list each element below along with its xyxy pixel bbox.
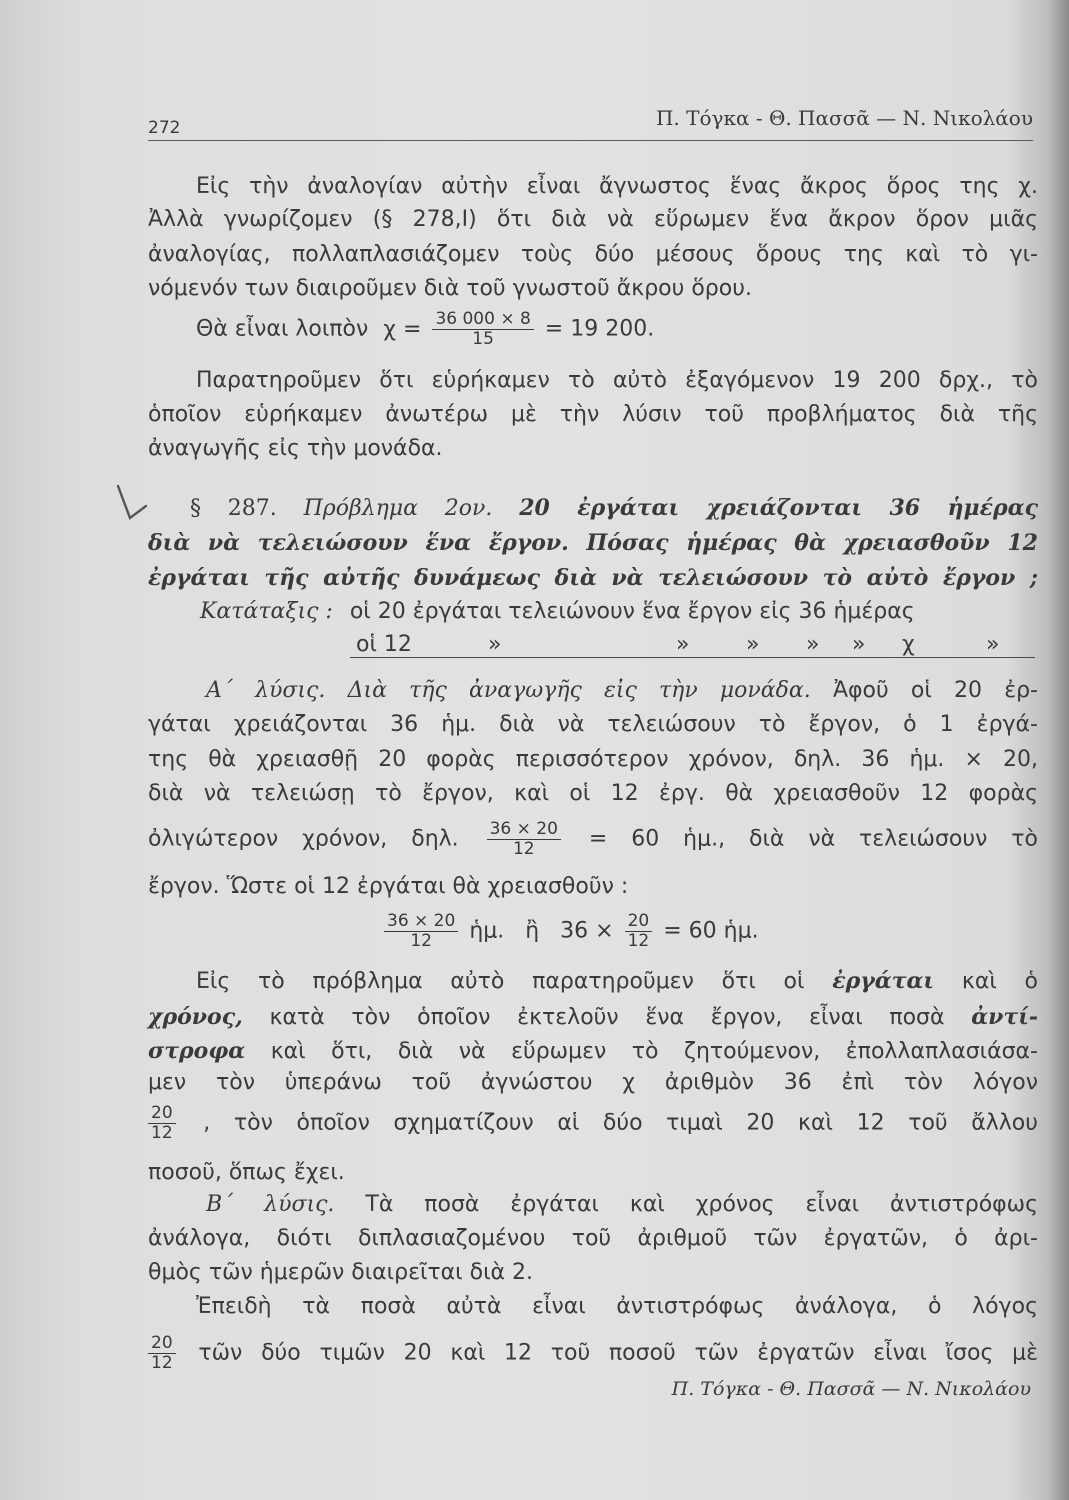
fraction-numerator: 20 — [625, 912, 653, 932]
solution-a-line6: ἔργον. Ὥστε οἱ 12 ἐργάται θὰ χρειασθοῦν : — [148, 874, 629, 899]
solution-b-fraction — [148, 1334, 176, 1373]
para3-line3 — [148, 1036, 1038, 1067]
formula-variable: χ = — [383, 316, 422, 342]
para1-line3: ἀναλογίας, πολλαπλασιάζομεν τοὺς δύο μέσους ὅρους της καὶ τὸ γι- — [148, 242, 1038, 267]
fraction-numerator: 20 — [148, 1334, 176, 1354]
page-footer: Π. Τόγκα - Θ. Πασσᾶ — Ν. Νικολάου — [671, 1378, 1031, 1400]
para2-line3: ἀναγωγῆς εἰς τὴν μονάδα. — [148, 436, 443, 461]
para1-line2: Ἀλλὰ γνωρίζομεν (§ 278,Ι) ὅτι διὰ νὰ εὕρωμεν ἕνα ἄκρον ὅρον μιᾶς — [148, 207, 1038, 232]
pen-tick-mark-icon — [112, 480, 152, 530]
katataxis-row1 — [200, 597, 915, 627]
solution-a-formula — [380, 912, 759, 951]
formula-prefix: Θὰ εἶναι λοιπὸν — [196, 316, 369, 342]
formula-numerator: 36 000 × 8 — [432, 310, 533, 330]
fraction-denominator: 12 — [151, 1123, 173, 1143]
para3-emphasis: χρόνος, — [148, 1004, 243, 1030]
problem-line3: ἐργάται τῆς αὐτῆς δυνάμεως διὰ νὰ τελειώσουν τὸ αὐτὸ ἔργον ; — [148, 565, 1038, 591]
ditto-mark: » — [806, 632, 820, 657]
para3-line6: ποσοῦ, ὅπως ἔχει. — [148, 1160, 345, 1185]
solution-b-line3: θμὸς τῶν ἡμερῶν διαιρεῖται διὰ 2. — [148, 1260, 533, 1285]
para3-line2 — [148, 1002, 1038, 1033]
formula-line — [196, 310, 654, 349]
unknown-x: χ — [902, 632, 915, 657]
section-number: § 287. — [190, 496, 277, 521]
katataxis-rule — [350, 657, 1035, 658]
solution-a-line2: γάται χρειάζονται 36 ἡμ. διὰ νὰ τελειώσουν τὸ ἔργον, ὁ 1 ἐργά- — [148, 712, 1038, 737]
ditto-mark: » — [746, 632, 760, 657]
fraction-numerator: 36 × 20 — [384, 912, 458, 932]
solution-a-line5-post: = 60 ἡμ., διὰ νὰ τελειώσουν τὸ — [588, 826, 1038, 852]
solution-a-line5-pre: ὀλιγώτερον χρόνον, δηλ. — [148, 826, 459, 852]
ditto-mark: » — [676, 632, 690, 657]
para3-text: καὶ ὁ — [961, 969, 1038, 994]
ditto-mark: » — [852, 632, 866, 657]
fraction-numerator: 36 × 20 — [487, 820, 561, 840]
solution-a-method: Διὰ τῆς ἀναγωγῆς εἰς τὴν μονάδα. — [347, 678, 811, 703]
solution-b-line1 — [206, 1190, 1038, 1220]
solution-b-line4: Ἐπειδὴ τὰ ποσὰ αὐτὰ εἶναι ἀντιστρόφως ἀνάλογα, ὁ λόγος — [196, 1294, 1038, 1319]
katataxis-row1-text: οἱ 20 ἐργάται τελειώνουν ἕνα ἔργον εἰς 36 ἡμέρας — [349, 599, 915, 624]
para3-text: καὶ ὅτι, διὰ νὰ εὕρωμεν τὸ ζητούμενον, ἐπολλαπλασιάσα- — [270, 1039, 1038, 1064]
fraction-denominator: 12 — [627, 931, 650, 951]
solution-a-line4: διὰ νὰ τελειώσῃ τὸ ἔργον, καὶ οἱ 12 ἐργ. θὰ χρειασθοῦν 12 φορὰς — [148, 781, 1038, 806]
formula-denominator: 15 — [472, 329, 494, 349]
para3-line5 — [148, 1104, 1038, 1143]
solution-a-text-start: Ἀφοῦ οἱ 20 ἐρ- — [832, 678, 1038, 703]
ditto-mark: » — [488, 632, 502, 657]
formula-middle: ἡμ. ἢ 36 × — [469, 918, 614, 944]
para3-line1 — [148, 966, 1038, 997]
page-header — [148, 100, 1033, 141]
ditto-mark: » — [986, 632, 1000, 657]
solution-b-line2: ἀνάλογα, διότι διπλασιαζομένου τοῦ ἀριθμοῦ τῶν ἐργατῶν, ὁ ἀρι- — [148, 1226, 1038, 1251]
formula-fraction-1 — [384, 912, 458, 951]
para2-line2: ὁποῖον εὑρήκαμεν ἀνωτέρω μὲ τὴν λύσιν τοῦ προβλήματος διὰ τῆς — [148, 402, 1038, 427]
katataxis-row2 — [356, 630, 412, 660]
para1-line4: νόμενόν των διαιροῦμεν διὰ τοῦ γνωστοῦ ἄκρου ὅρου. — [148, 276, 752, 301]
solution-b-text-start: Τὰ ποσὰ ἐργάται καὶ χρόνος εἶναι ἀντιστρόφως — [365, 1192, 1039, 1217]
solution-b-line5 — [148, 1334, 1038, 1373]
para3-text: κατὰ τὸν ὁποῖον ἐκτελοῦν ἕνα ἔργον, εἶναι ποσὰ — [269, 1005, 945, 1030]
solution-a-line5 — [148, 820, 1038, 859]
running-title: Π. Τόγκα - Θ. Πασσᾶ — Ν. Νικολάου — [655, 106, 1033, 130]
para3-line5-text: , τὸν ὁποῖον σχηματίζουν αἱ δύο τιμαὶ 20 καὶ 12 τοῦ ἄλλου — [203, 1110, 1038, 1136]
katataxis-label: Κατάταξις : — [200, 599, 333, 624]
problem-line1 — [190, 493, 1038, 524]
fraction-denominator: 12 — [410, 931, 432, 951]
solution-b-label: Β΄ λύσις. — [206, 1192, 335, 1217]
para3-emphasis: στροφα — [148, 1038, 246, 1064]
problem-statement-start: 20 ἐργάται χρειάζονται 36 ἡμέρας — [519, 495, 1038, 521]
solution-a-line3: της θὰ χρειασθῇ 20 φορὰς περισσότερον χρόνον, δηλ. 36 ἡμ. × 20, — [148, 747, 1038, 772]
para2-line1: Παρατηροῦμεν ὅτι εὑρήκαμεν τὸ αὐτὸ ἐξαγόμενον 19 200 δρχ., τὸ — [196, 368, 1038, 393]
para1-line1: Εἰς τὴν ἀναλογίαν αὐτὴν εἶναι ἄγνωστος ἕνας ἄκρος ὅρος της χ. — [196, 174, 1038, 199]
problem-line2: διὰ νὰ τελειώσουν ἕνα ἔργον. Πόσας ἡμέρας θὰ χρειασθοῦν 12 — [148, 530, 1038, 556]
problem-label: Πρόβλημα 2ον. — [303, 496, 493, 521]
page-number: 272 — [148, 118, 181, 138]
fraction-denominator: 12 — [512, 839, 535, 859]
solution-a-line1 — [206, 676, 1038, 706]
para3-emphasis: ἐργάται — [832, 968, 935, 994]
para3-text: Εἰς τὸ πρόβλημα αὐτὸ παρατηροῦμεν ὅτι οἱ — [196, 969, 805, 994]
para3-line4: μεν τὸν ὑπεράνω τοῦ ἀγνώστου χ ἀριθμὸν 36 ἐπὶ τὸν λόγον — [148, 1070, 1038, 1095]
para3-fraction — [148, 1104, 176, 1143]
solution-b-line5-text: τῶν δύο τιμῶν 20 καὶ 12 τοῦ ποσοῦ τῶν ἐργατῶν εἶναι ἴσος μὲ — [198, 1340, 1038, 1366]
formula-result: = 19 200. — [544, 316, 655, 342]
formula-end: = 60 ἡμ. — [663, 918, 759, 944]
solution-a-fraction — [487, 820, 561, 859]
katataxis-row2-workers: οἱ 12 — [356, 632, 412, 657]
formula-fraction-2 — [625, 912, 653, 951]
formula-fraction — [432, 310, 533, 349]
fraction-denominator: 12 — [151, 1353, 173, 1373]
fraction-numerator: 20 — [148, 1104, 176, 1124]
solution-a-label: Α΄ λύσις. — [206, 678, 326, 703]
para3-emphasis: ἀντί- — [971, 1004, 1039, 1030]
